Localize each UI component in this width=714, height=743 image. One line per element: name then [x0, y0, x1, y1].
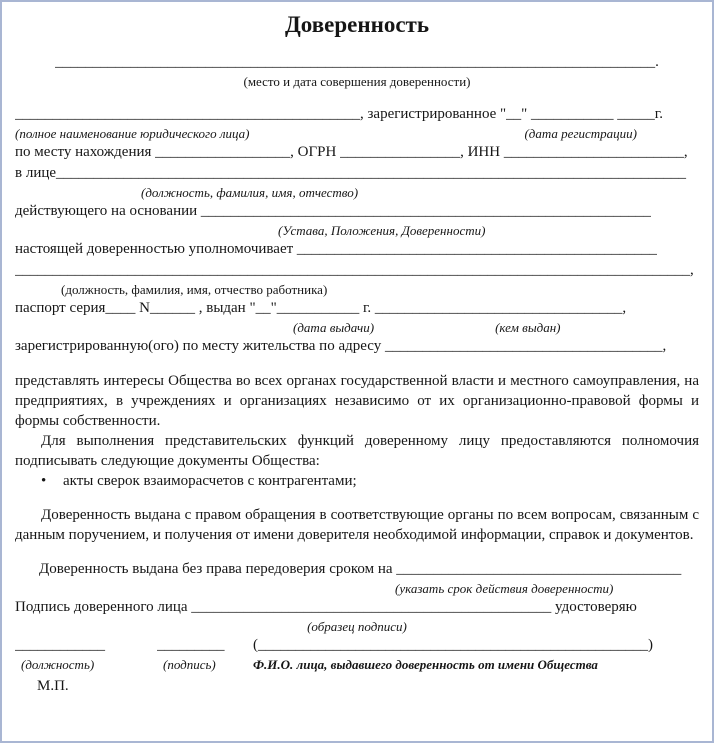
issue-date-caption: (дата выдачи): [293, 320, 375, 335]
org-registration-captions: [15, 125, 699, 142]
place-date-caption: (место и дата совершения доверенности): [243, 74, 471, 89]
worker-caption: (должность, фамилия, имя, отчество работника): [61, 282, 328, 297]
place-date-blank-line: ________________________________________________________________________________.: [55, 54, 659, 70]
authorizes-line: настоящей доверенностью уполномочивает ________________________________________________: [15, 241, 657, 257]
location-ogrn-inn-line: по месту нахождения __________________, ОГРН ________________, ИНН ________________________,: [15, 144, 688, 160]
term-line: Доверенность выдана без права передоверия сроком на ______________________________________: [39, 561, 682, 577]
passport-line: паспорт серия____ N______ , выдан "__"___________ г. _________________________________,: [15, 300, 627, 316]
residence-address-line: зарегистрированную(ого) по месту жительства по адресу _____________________________________,: [15, 338, 667, 354]
basis-caption: (Устава, Положения, Доверенности): [278, 223, 486, 238]
signature-blanks-row: [15, 635, 699, 656]
passport-captions: [15, 319, 699, 336]
attorney-signature-line: Подпись доверенного лица ________________________________________________ удостоверяю: [15, 599, 637, 615]
authorized-person-blank-line: __________________________________________________________________________________________,: [15, 262, 694, 278]
represented-by-line: в лице____________________________________________________________________________________: [15, 165, 687, 181]
term-caption: (указать срок действия доверенности): [395, 581, 614, 596]
org-name-caption: (полное наименование юридического лица): [15, 126, 250, 141]
position-blank: ____________: [15, 637, 105, 653]
sign-blank: _________: [157, 637, 225, 653]
person-caption: (должность, фамилия, имя, отчество): [141, 185, 359, 200]
bullet-icon: •: [41, 473, 47, 489]
fio-blank: (____________________________________________________): [253, 637, 653, 653]
sign-caption: (подпись): [163, 657, 216, 672]
bullet-text: акты сверок взаиморасчетов с контрагентами;: [63, 473, 357, 489]
registration-date-caption: (дата регистрации): [524, 126, 637, 141]
fio-caption: Ф.И.О. лица, выдавшего доверенность от имени Общества: [253, 657, 598, 672]
position-caption: (должность): [21, 657, 95, 672]
rights-paragraph: Доверенность выдана с правом обращения в соответствующие органы по всем вопросам, связанным с данным поручением, и получения от имени доверителя необходимой информации, справок и документов.: [15, 507, 699, 543]
signature-sample-caption: (образец подписи): [307, 619, 407, 634]
signature-captions-row: [15, 656, 699, 673]
documents-list-item: [15, 471, 699, 491]
issuer-caption: (кем выдан): [495, 320, 561, 335]
acting-basis-line: действующего на основании ____________________________________________________________: [15, 203, 651, 219]
functions-paragraph: Для выполнения представительских функций доверенному лицу предоставляются полномочия подписывать следующие документы Общества:: [15, 433, 699, 469]
stamp-mark: М.П.: [37, 678, 69, 694]
org-registration-line: ______________________________________________, зарегистрированное "__" ___________ _____г.: [15, 106, 663, 122]
represent-interests-paragraph: представлять интересы Общества во всех органах государственной власти и местного самоуправления, на предприятиях, в учреждениях и организациях независимо от их организационно-правовой формы и формы собственности.: [15, 373, 699, 429]
document-title: Доверенность: [284, 12, 430, 37]
